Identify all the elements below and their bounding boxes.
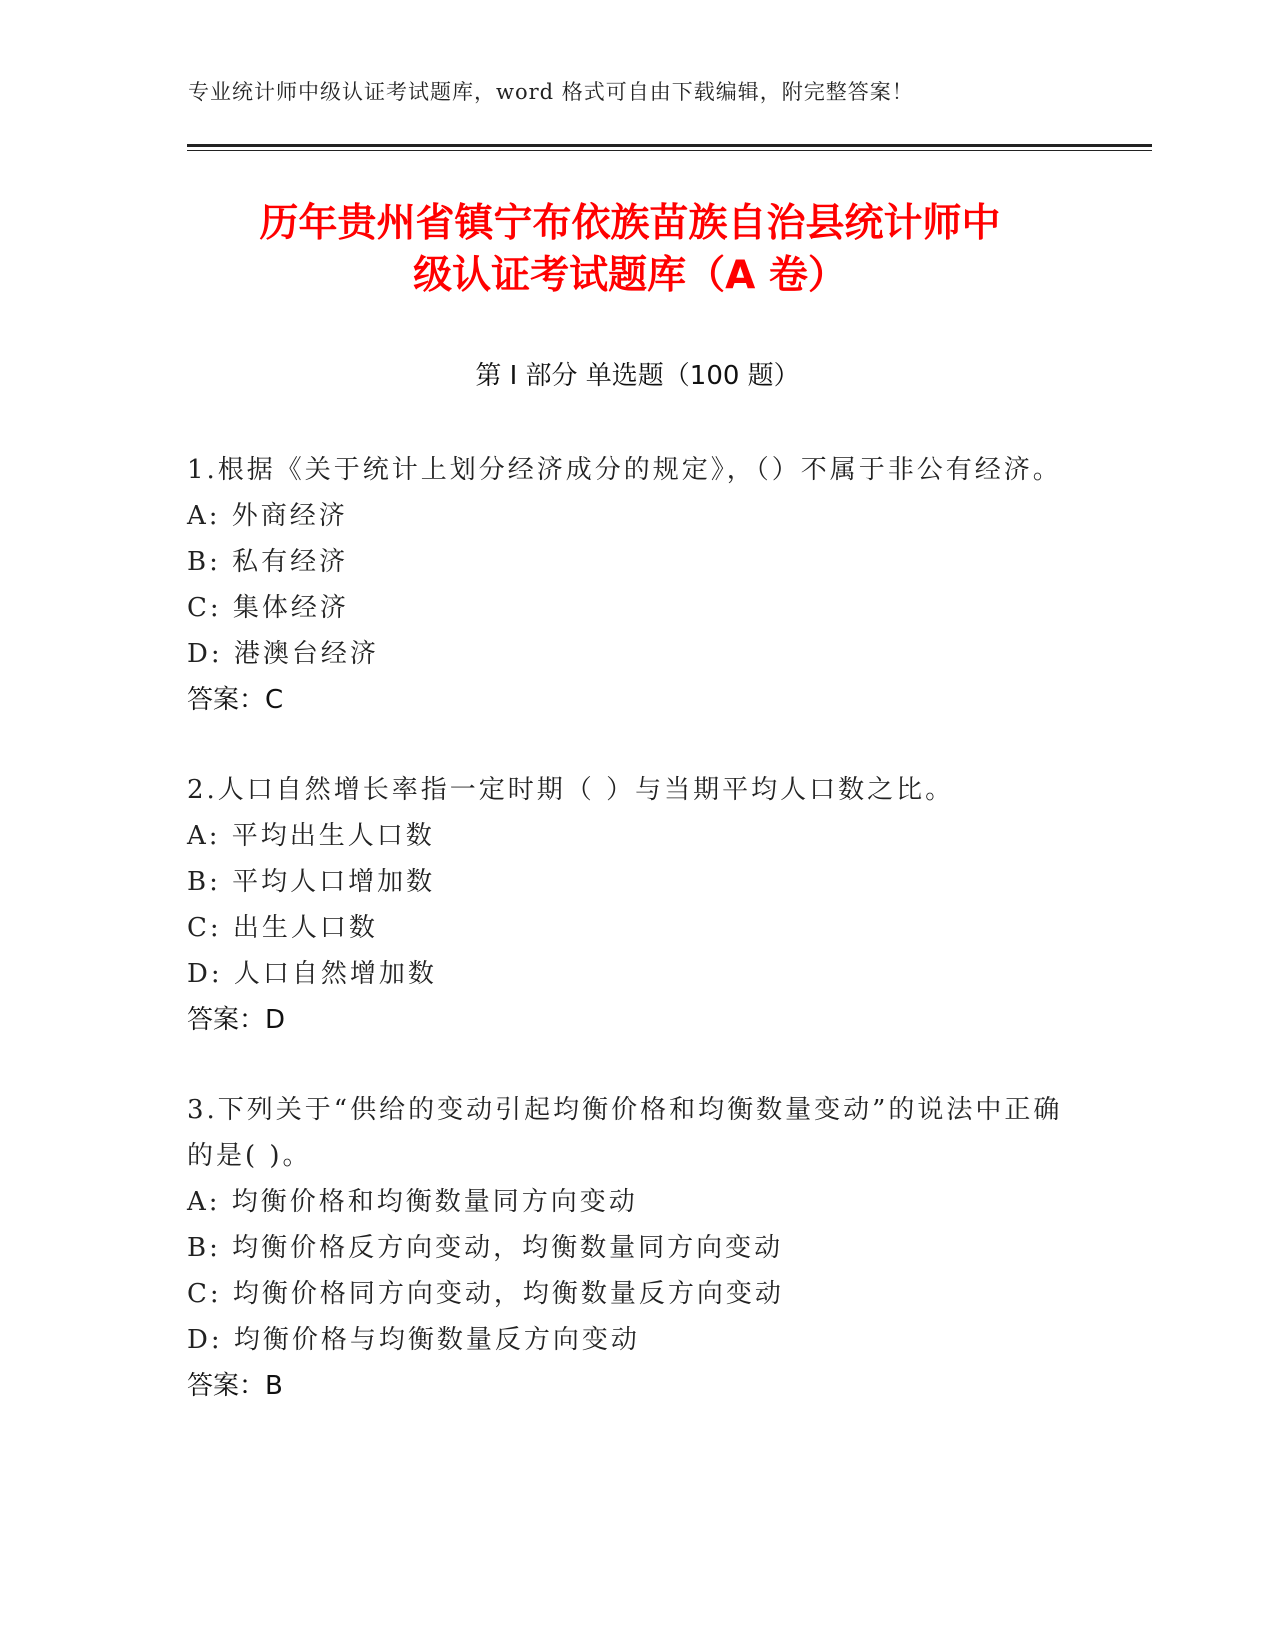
question-1: [187, 447, 1067, 723]
document-title: [180, 198, 1080, 302]
option-c: C: 均衡价格同方向变动，均衡数量反方向变动: [187, 1279, 784, 1309]
option-c: C: 出生人口数: [187, 913, 378, 943]
option-b: B: 私有经济: [187, 547, 349, 577]
question-stem: 1.根据《关于统计上划分经济成分的规定》，（）不属于非公有经济。: [187, 455, 1062, 485]
header-note: 专业统计师中级认证考试题库，word 格式可自由下载编辑，附完整答案！: [188, 80, 914, 104]
answer: 答案：B: [187, 1371, 283, 1401]
question-3: [187, 1087, 1067, 1409]
header-rule-thin: [187, 150, 1152, 151]
question-stem: 2.人口自然增长率指一定时期（ ）与当期平均人口数之比。: [187, 775, 955, 805]
question-stem: 3.下列关于“供给的变动引起均衡价格和均衡数量变动”的说法中正确的是( )。: [187, 1095, 1063, 1171]
option-b: B: 平均人口增加数: [187, 867, 436, 897]
question-2: [187, 767, 1067, 1043]
document-title-line-2: 级认证考试题库（A 卷）: [413, 253, 847, 298]
option-d: D: 均衡价格与均衡数量反方向变动: [187, 1325, 640, 1355]
document-title-line-1: 历年贵州省镇宁布依族苗族自治县统计师中: [259, 201, 1001, 246]
option-a: A: 均衡价格和均衡数量同方向变动: [187, 1187, 638, 1217]
option-c: C: 集体经济: [187, 593, 349, 623]
option-d: D: 人口自然增加数: [187, 959, 437, 989]
header-rule-thick: [187, 144, 1152, 147]
option-a: A: 外商经济: [187, 501, 348, 531]
section-title: 第 I 部分 单选题（100 题）: [475, 361, 800, 391]
answer: 答案：C: [187, 685, 284, 715]
answer: 答案：D: [187, 1005, 286, 1035]
option-a: A: 平均出生人口数: [187, 821, 435, 851]
option-b: B: 均衡价格反方向变动，均衡数量同方向变动: [187, 1233, 784, 1263]
option-d: D: 港澳台经济: [187, 639, 379, 669]
question-list: [187, 447, 1067, 1453]
